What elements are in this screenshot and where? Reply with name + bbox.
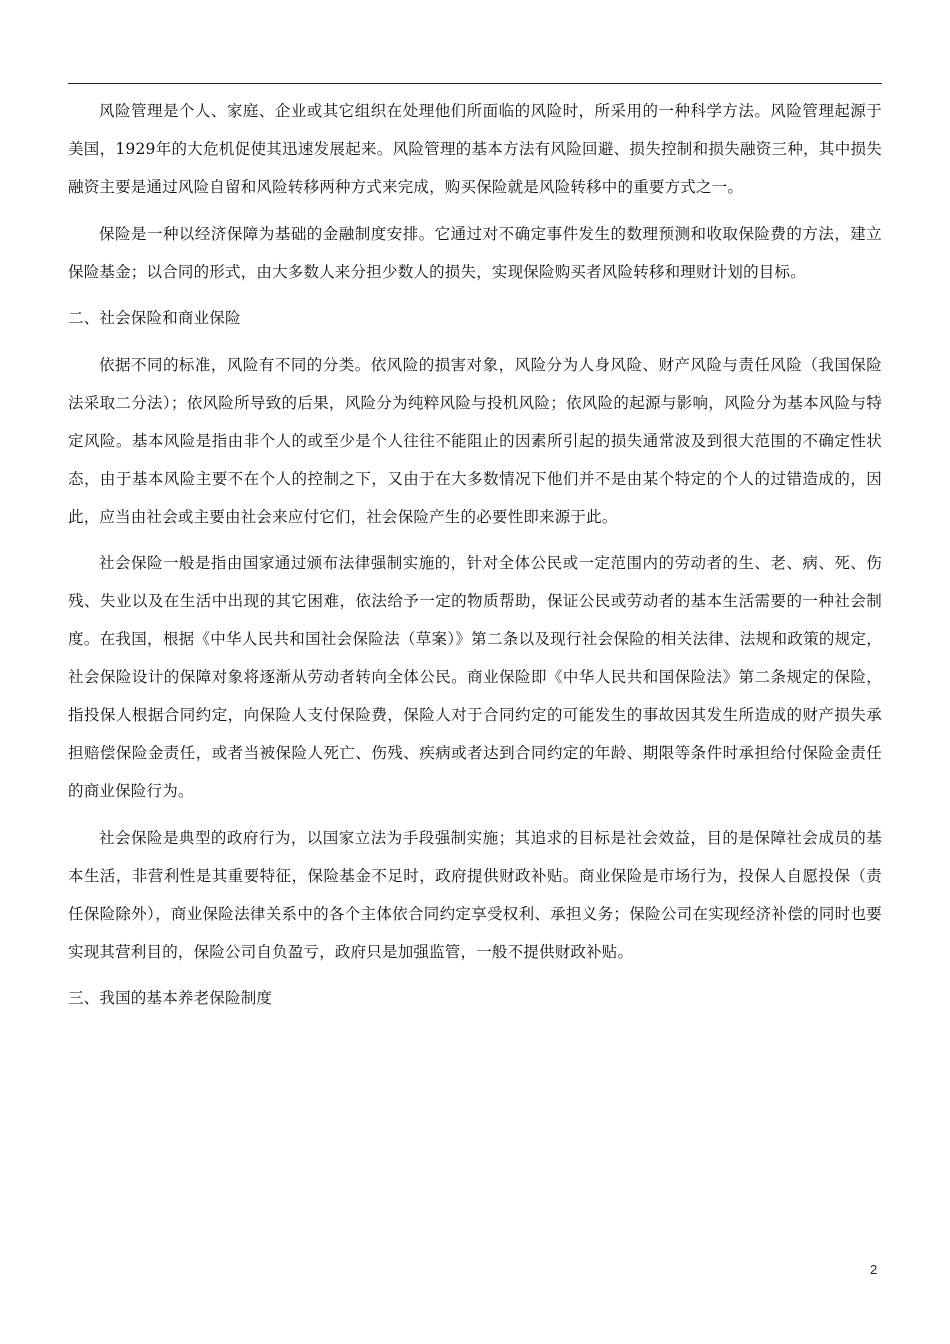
paragraph-social-insurance-definition: 社会保险一般是指由国家通过颁布法律强制实施的，针对全体公民或一定范围内的劳动者的生、老、病、死、伤残、失业以及在生活中出现的其它困难，依法给予一定的物质帮助，保证公民或劳动者的基本生活需要的一种社会制度。在我国，根据《中华人民共和国社会保险法（草案）》第二条以及现行社会保险的相关法律、法规和政策的规定，社会保险设计的保障对象将逐渐从劳动者转向全体公民。商业保险即《中华人民共和国保险法》第二条规定的保险，指投保人根据合同约定，向保险人支付保险费，保险人对于合同约定的可能发生的事故因其发生所造成的财产损失承担赔偿保险金责任，或者当被保险人死亡、伤残、疾病或者达到合同约定的年龄、期限等条件时承担给付保险金责任的商业保险行为。: [68, 554, 882, 800]
page-number: 2: [870, 1262, 878, 1277]
section-heading-2: 二、社会保险和商业保险: [68, 309, 241, 327]
paragraph-risk-classification: 依据不同的标准，风险有不同的分类。依风险的损害对象，风险分为人身风险、财产风险与责任风险（我国保险法采取二分法）；依风险所导致的后果，风险分为纯粹风险与投机风险；依风险的起源与影响，风险分为基本风险与特定风险。基本风险是指由非个人的或至少是个人往往不能阻止的因素所引起的损失通常波及到很大范围的不确定性状态，由于基本风险主要不在个人的控制之下，又由于在大多数情况下他们并不是由某个特定的个人的过错造成的，因此，应当由社会或主要由社会来应付它们，社会保险产生的必要性即来源于此。: [68, 355, 882, 526]
header-rule: [68, 83, 882, 84]
paragraph-risk-management: 风险管理是个人、家庭、企业或其它组织在处理他们所面临的风险时，所采用的一种科学方法。风险管理起源于美国，1929年的大危机促使其迅速发展起来。风险管理的基本方法有风险回避、损失控制和损失融资三种，其中损失融资主要是通过风险自留和风险转移两种方式来完成，购买保险就是风险转移中的重要方式之一。: [68, 102, 882, 196]
section-heading-3: 三、我国的基本养老保险制度: [68, 989, 273, 1007]
document-body: [68, 92, 882, 1026]
paragraph-insurance-definition: 保险是一种以经济保障为基础的金融制度安排。它通过对不确定事件发生的数理预测和收取保险费的方法，建立保险基金；以合同的形式，由大多数人来分担少数人的损失，实现保险购买者风险转移和理财计划的目标。: [68, 224, 882, 281]
paragraph-social-vs-commercial: 社会保险是典型的政府行为，以国家立法为手段强制实施；其追求的目标是社会效益，目的是保障社会成员的基本生活，非营利性是其重要特征，保险基金不足时，政府提供财政补贴。商业保险是市场行为，投保人自愿投保（责任保险除外），商业保险法律关系中的各个主体依合同约定享受权利、承担义务；保险公司在实现经济补偿的同时也要实现其营利目的，保险公司自负盈亏，政府只是加强监管，一般不提供财政补贴。: [68, 828, 882, 961]
